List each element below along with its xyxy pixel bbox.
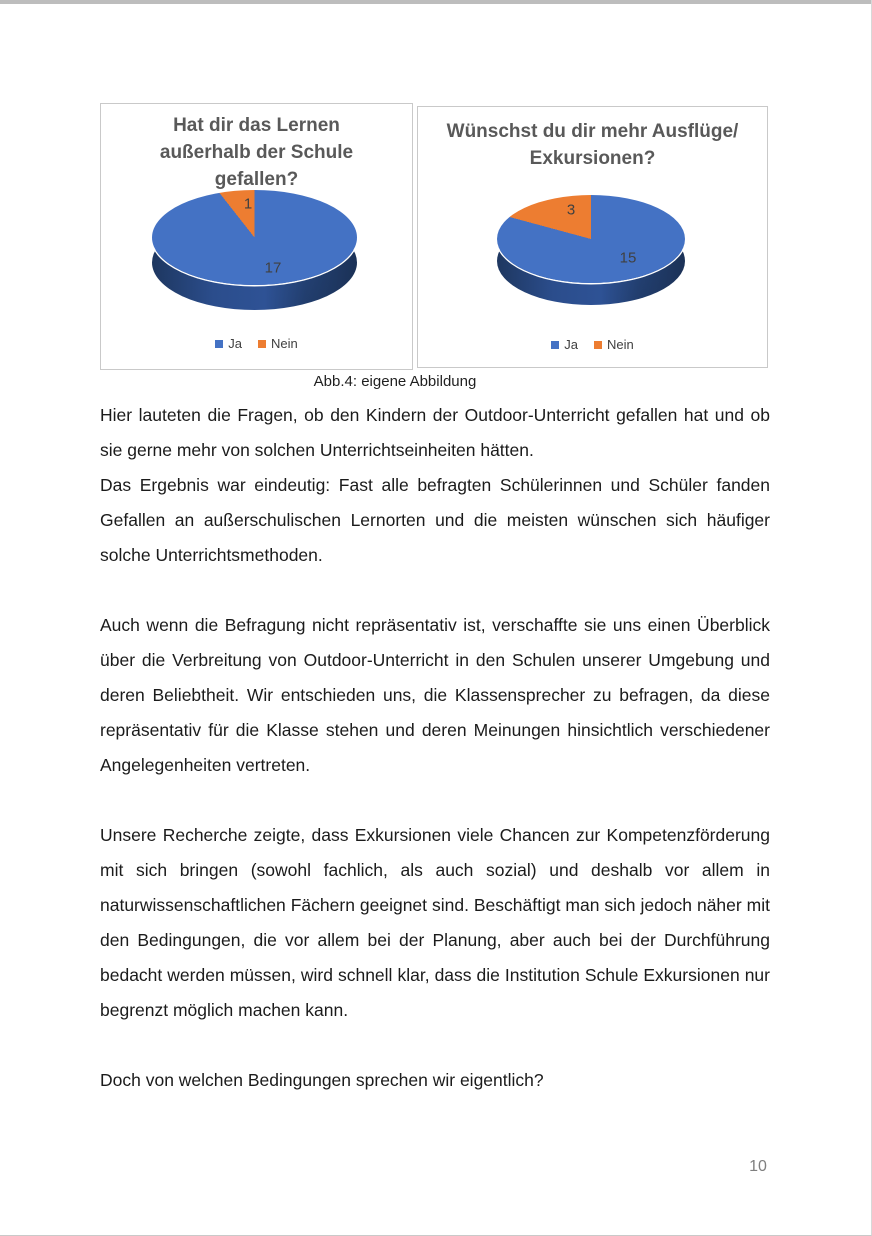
body-text: [100, 398, 770, 1098]
legend-swatch-nein: [594, 341, 602, 349]
chart-title: Wünschst du dir mehr Ausflüge/ Exkursionen?: [446, 121, 739, 169]
legend-item-ja: [215, 336, 242, 351]
legend-swatch-ja: [551, 341, 559, 349]
legend-label-nein: Nein: [606, 337, 634, 352]
legend-label-ja: Ja: [564, 337, 578, 352]
figure-caption: Abb.4: eigene Abbildung: [313, 373, 477, 390]
data-label-ja: 17: [264, 259, 282, 277]
legend: [101, 336, 412, 351]
pie-chart: [152, 190, 357, 310]
body-paragraph: Hier lauteten die Fragen, ob den Kindern der Outdoor-Unterricht gefallen hat und ob sie gerne mehr von solchen Unterrichtseinheiten hätten.: [100, 405, 770, 460]
body-paragraph: Doch von welchen Bedingungen sprechen wir eigentlich?: [100, 1070, 544, 1090]
legend-item-nein: [258, 336, 298, 351]
page-number: 10: [749, 1158, 767, 1175]
chart-panel-right: [417, 106, 768, 368]
body-paragraph: Auch wenn die Befragung nicht repräsentativ ist, verschaffte sie uns einen Überblick über die Verbreitung von Outdoor-Unterricht in den Schulen unserer Umgebung und deren Beliebtheit. Wir entschieden uns, die Klassensprecher zu befragen, da diese repräsentativ für die Klasse stehen und deren Meinungen hinsichtlich verschiedener Angelegenheiten vertreten.: [100, 615, 770, 775]
legend-label-nein: Nein: [270, 336, 298, 351]
page-top-border: [0, 0, 871, 4]
legend-swatch-ja: [215, 340, 223, 348]
legend-label-ja: Ja: [228, 336, 242, 351]
chart-title: Hat dir das Lernen außerhalb der Schule gefallen?: [159, 115, 354, 190]
legend: [418, 337, 767, 352]
body-paragraph: Unsere Recherche zeigte, dass Exkursionen viele Chancen zur Kompetenzförderung mit sich bringen (sowohl fachlich, als auch sozial) und deshalb vor allem in naturwissenschaftlichen Fächern geeignet sind. Beschäftigt man sich jedoch näher mit den Bedingungen, die vor allem bei der Planung, aber auch bei der Durchführung bedacht werden müssen, wird schnell klar, dass die Institution Schule Exkursionen nur begrenzt möglich machen kann.: [100, 825, 770, 1020]
data-label-nein: 1: [243, 195, 253, 213]
data-label-nein: 3: [566, 201, 576, 219]
chart-panel-left: [100, 103, 413, 370]
legend-item-nein: [594, 337, 634, 352]
pie-slices: [152, 190, 357, 285]
legend-item-ja: [551, 337, 578, 352]
pie-slices: [497, 195, 685, 283]
legend-swatch-nein: [258, 340, 266, 348]
pie-chart: [497, 195, 685, 305]
data-label-ja: 15: [619, 249, 637, 267]
body-paragraph: Das Ergebnis war eindeutig: Fast alle befragten Schülerinnen und Schüler fanden Gefallen an außerschulischen Lernorten und die meisten wünschen sich häufiger solche Unterrichtsmethoden.: [100, 475, 770, 565]
